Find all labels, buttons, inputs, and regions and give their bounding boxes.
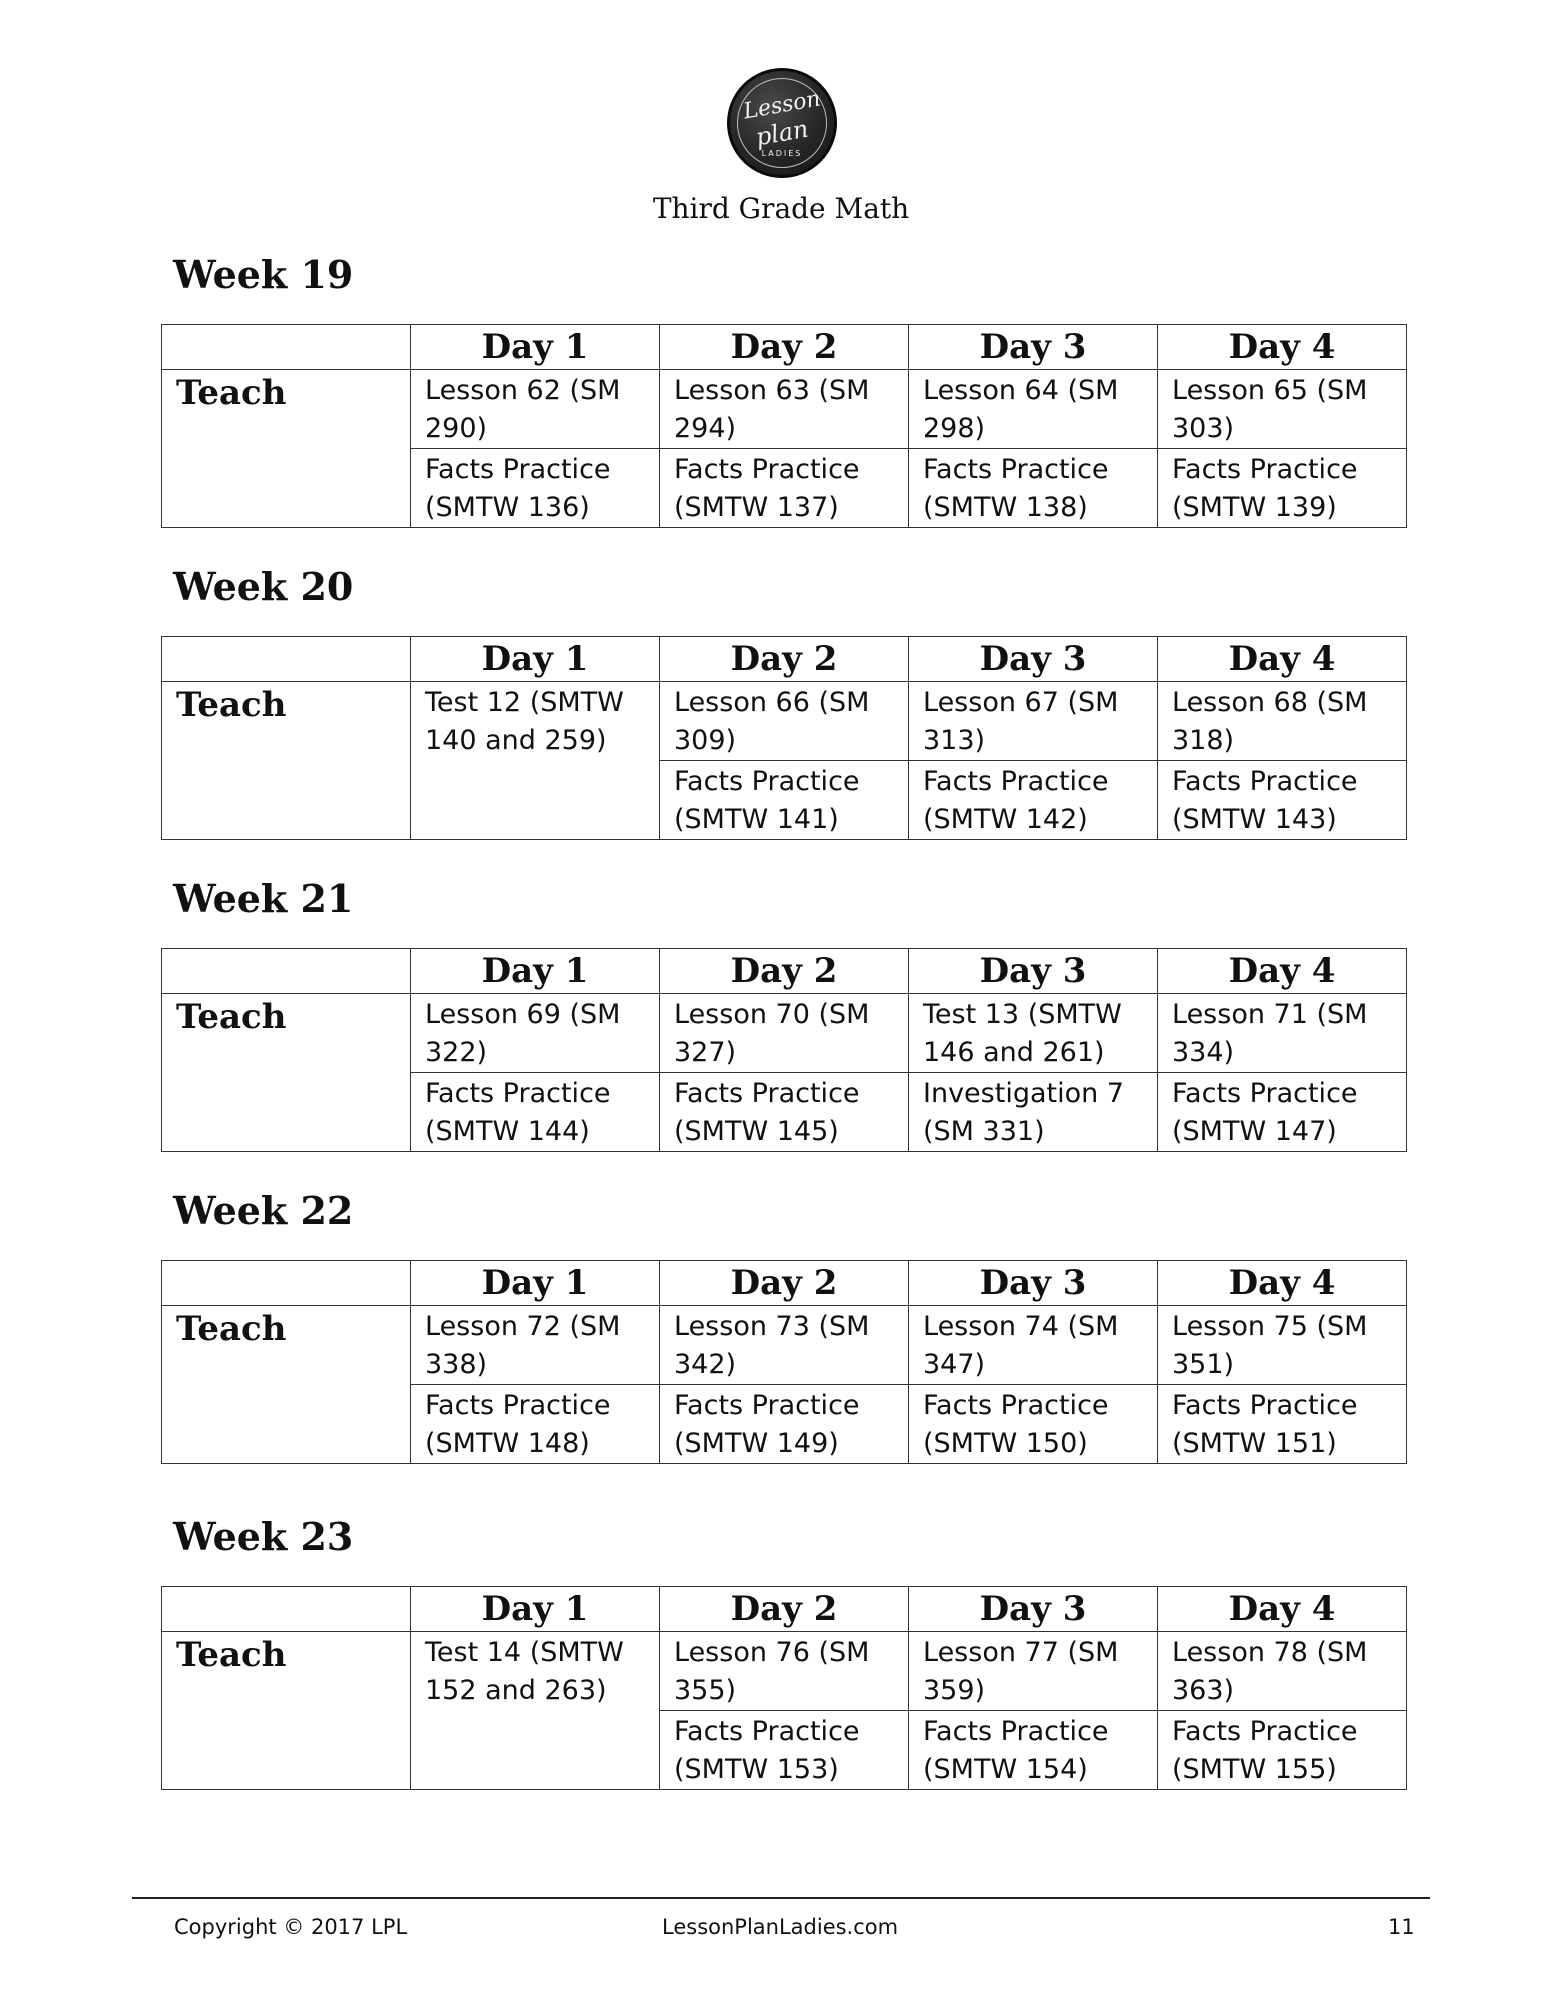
day-3-header: Day 3 [909, 325, 1158, 370]
week-schedule-table [161, 948, 1407, 1152]
logo-text-lesson: Lesson [741, 86, 823, 125]
day-1-lesson: Lesson 69 (SM 322) [411, 994, 660, 1073]
week-heading: Week 19 [173, 252, 354, 297]
footer-page-number: 11 [1388, 1915, 1415, 1939]
teach-label: Teach [162, 370, 411, 528]
logo-text-ladies: LADIES [761, 149, 803, 158]
day-4-facts: Facts Practice (SMTW 151) [1158, 1385, 1407, 1464]
day-1-facts: Facts Practice (SMTW 136) [411, 449, 660, 528]
teach-label: Teach [162, 994, 411, 1152]
day-3-facts: Facts Practice (SMTW 142) [909, 761, 1158, 840]
day-3-test: Test 13 (SMTW 146 and 261) [909, 994, 1158, 1073]
corner-cell [162, 325, 411, 370]
week-schedule-table [161, 324, 1407, 528]
corner-cell [162, 1587, 411, 1632]
day-1-test: Test 12 (SMTW 140 and 259) [411, 682, 660, 840]
day-3-investigation: Investigation 7 (SM 331) [909, 1073, 1158, 1152]
day-3-facts: Facts Practice (SMTW 138) [909, 449, 1158, 528]
day-2-header: Day 2 [660, 325, 909, 370]
day-1-test: Test 14 (SMTW 152 and 263) [411, 1632, 660, 1790]
day-3-lesson: Lesson 74 (SM 347) [909, 1306, 1158, 1385]
logo-text-plan: plan [753, 114, 811, 152]
day-2-header: Day 2 [660, 949, 909, 994]
day-1-header: Day 1 [411, 325, 660, 370]
lesson-plan-ladies-logo [727, 68, 837, 178]
day-1-header: Day 1 [411, 637, 660, 682]
day-4-facts: Facts Practice (SMTW 139) [1158, 449, 1407, 528]
day-2-facts: Facts Practice (SMTW 145) [660, 1073, 909, 1152]
document-title: Third Grade Math [652, 192, 910, 225]
day-4-facts: Facts Practice (SMTW 155) [1158, 1711, 1407, 1790]
day-4-facts: Facts Practice (SMTW 143) [1158, 761, 1407, 840]
day-3-header: Day 3 [909, 1261, 1158, 1306]
day-3-header: Day 3 [909, 1587, 1158, 1632]
day-1-facts: Facts Practice (SMTW 148) [411, 1385, 660, 1464]
day-4-header: Day 4 [1158, 637, 1407, 682]
week-heading: Week 21 [173, 876, 354, 921]
day-1-header: Day 1 [411, 949, 660, 994]
footer-copyright: Copyright © 2017 LPL [174, 1915, 408, 1939]
corner-cell [162, 637, 411, 682]
day-1-header: Day 1 [411, 1261, 660, 1306]
day-1-lesson: Lesson 72 (SM 338) [411, 1306, 660, 1385]
day-4-lesson: Lesson 78 (SM 363) [1158, 1632, 1407, 1711]
week-heading: Week 23 [173, 1514, 354, 1559]
day-3-header: Day 3 [909, 949, 1158, 994]
day-4-lesson: Lesson 65 (SM 303) [1158, 370, 1407, 449]
day-2-lesson: Lesson 70 (SM 327) [660, 994, 909, 1073]
day-4-header: Day 4 [1158, 1587, 1407, 1632]
week-heading: Week 20 [173, 564, 354, 609]
day-3-lesson: Lesson 77 (SM 359) [909, 1632, 1158, 1711]
day-2-header: Day 2 [660, 637, 909, 682]
day-3-header: Day 3 [909, 637, 1158, 682]
day-2-facts: Facts Practice (SMTW 153) [660, 1711, 909, 1790]
day-2-lesson: Lesson 66 (SM 309) [660, 682, 909, 761]
day-4-lesson: Lesson 68 (SM 318) [1158, 682, 1407, 761]
day-2-lesson: Lesson 63 (SM 294) [660, 370, 909, 449]
day-4-facts: Facts Practice (SMTW 147) [1158, 1073, 1407, 1152]
week-heading: Week 22 [173, 1188, 354, 1233]
corner-cell [162, 1261, 411, 1306]
day-2-lesson: Lesson 73 (SM 342) [660, 1306, 909, 1385]
day-1-lesson: Lesson 62 (SM 290) [411, 370, 660, 449]
day-2-facts: Facts Practice (SMTW 137) [660, 449, 909, 528]
teach-label: Teach [162, 682, 411, 840]
day-2-header: Day 2 [660, 1261, 909, 1306]
footer-divider [132, 1897, 1430, 1899]
day-3-facts: Facts Practice (SMTW 150) [909, 1385, 1158, 1464]
day-4-header: Day 4 [1158, 949, 1407, 994]
day-2-header: Day 2 [660, 1587, 909, 1632]
day-2-facts: Facts Practice (SMTW 141) [660, 761, 909, 840]
corner-cell [162, 949, 411, 994]
day-4-header: Day 4 [1158, 325, 1407, 370]
day-4-lesson: Lesson 71 (SM 334) [1158, 994, 1407, 1073]
day-3-lesson: Lesson 64 (SM 298) [909, 370, 1158, 449]
day-2-lesson: Lesson 76 (SM 355) [660, 1632, 909, 1711]
week-schedule-table [161, 1586, 1407, 1790]
footer-website: LessonPlanLadies.com [662, 1915, 899, 1939]
week-schedule-table [161, 636, 1407, 840]
day-4-lesson: Lesson 75 (SM 351) [1158, 1306, 1407, 1385]
day-4-header: Day 4 [1158, 1261, 1407, 1306]
day-3-facts: Facts Practice (SMTW 154) [909, 1711, 1158, 1790]
day-1-facts: Facts Practice (SMTW 144) [411, 1073, 660, 1152]
day-1-header: Day 1 [411, 1587, 660, 1632]
day-2-facts: Facts Practice (SMTW 149) [660, 1385, 909, 1464]
teach-label: Teach [162, 1306, 411, 1464]
week-schedule-table [161, 1260, 1407, 1464]
teach-label: Teach [162, 1632, 411, 1790]
day-3-lesson: Lesson 67 (SM 313) [909, 682, 1158, 761]
